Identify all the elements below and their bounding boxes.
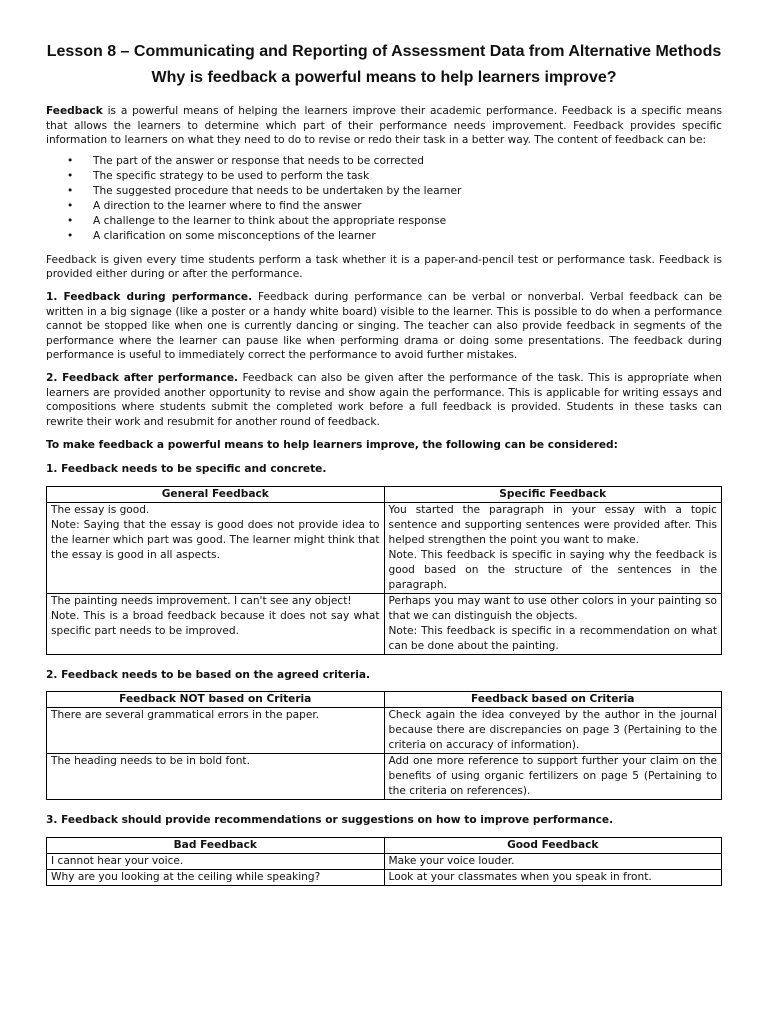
after-lead: 2. Feedback after performance.: [46, 371, 239, 384]
section1-heading: 1. Feedback needs to be specific and concrete.: [46, 462, 327, 475]
feedback-content-list: [46, 154, 722, 244]
table-cell: The heading needs to be in bold font.: [47, 754, 385, 800]
list-item: • A direction to the learner where to find the answer: [46, 199, 722, 214]
list-item: • The specific strategy to be used to perform the task: [46, 169, 722, 184]
after-performance-paragraph: [46, 371, 722, 429]
feedback-given-paragraph: Feedback is given every time students perform a task whether it is a paper-and-pencil test or performance task. Feedback is provided either during or after the performance.: [46, 253, 722, 281]
during-text: Feedback during performance can be verbal or nonverbal. Verbal feedback can be written in a big signage (like a poster or a handy white board) visible to the learner. This is possible to do when a performance cannot be stopped like when one is currently dancing or singing. The teacher can also provide feedback in segments of the performance where the learner can pause like when performing drama or doing some presentations. The feedback during performance is useful to immediately correct the performance to avoid further mistakes.: [46, 290, 722, 362]
cell-note: Note: Saying that the essay is good does not provide idea to the learner which part was good. The learner might think that the essay is good in all aspects.: [51, 518, 380, 561]
table-cell: [384, 593, 722, 654]
table-header: Bad Feedback: [47, 837, 385, 853]
table-header-row: [47, 837, 722, 853]
table-cell: [384, 502, 722, 593]
specific-feedback-table: [46, 486, 722, 655]
table-cell: Make your voice louder.: [384, 853, 722, 869]
list-item: • A clarification on some misconceptions of the learner: [46, 229, 722, 244]
list-item: • A challenge to the learner to think about the appropriate response: [46, 214, 722, 229]
table-cell: [47, 502, 385, 593]
table-cell: Look at your classmates when you speak in front.: [384, 869, 722, 885]
cell-line: You started the paragraph in your essay with a topic sentence and supporting sentences were provided after. This helped strengthen the point you want to make.: [388, 503, 717, 546]
cell-note: Note: This feedback is specific in a recommendation on what can be done about the painting.: [388, 624, 717, 652]
table-cell: [47, 593, 385, 654]
table-row: [47, 502, 722, 593]
cell-note: Note. This feedback is specific in saying why the feedback is good based on the structure of the sentences in the paragraph.: [388, 548, 717, 591]
list-item: • The suggested procedure that needs to be undertaken by the learner: [46, 184, 722, 199]
table-cell: Check again the idea conveyed by the author in the journal because there are discrepancies on page 3 (Pertaining to the criteria on accuracy of information).: [384, 708, 722, 754]
section3-heading: 3. Feedback should provide recommendations or suggestions on how to improve performance.: [46, 814, 614, 827]
section2-heading: 2. Feedback needs to be based on the agreed criteria.: [46, 668, 371, 681]
lesson-title: Lesson 8 – Communicating and Reporting of Assessment Data from Alternative Methods: [46, 43, 722, 60]
page-subtitle: Why is feedback a powerful means to help learners improve?: [151, 69, 617, 86]
table-row: [47, 869, 722, 885]
table-header: Feedback NOT based on Criteria: [47, 692, 385, 708]
table-header-row: [47, 486, 722, 502]
during-lead: 1. Feedback during performance.: [46, 290, 253, 303]
intro-text: is a powerful means of helping the learners improve their academic performance. Feedback is a specific means that allows the learners to determine which part of their performance needs improvement. Feedback provides specific information to learners on what they need to do to revise or redo their task in a better way. The content of feedback can be:: [46, 105, 722, 147]
consider-heading: To make feedback a powerful means to help learners improve, the following can be considered:: [46, 439, 618, 452]
cell-line: Perhaps you may want to use other colors in your painting so that we can distinguish the objects.: [388, 594, 717, 622]
table-header: General Feedback: [47, 486, 385, 502]
document-page: [46, 42, 722, 899]
table-cell: Add one more reference to support further your claim on the benefits of using organic fertilizers on page 5 (Pertaining to the criteria on references).: [384, 754, 722, 800]
table-cell: I cannot hear your voice.: [47, 853, 385, 869]
table-cell: There are several grammatical errors in the paper.: [47, 708, 385, 754]
table-row: [47, 593, 722, 654]
table-header: Feedback based on Criteria: [384, 692, 722, 708]
table-row: [47, 708, 722, 754]
list-item: • The part of the answer or response that needs to be corrected: [46, 154, 722, 169]
cell-line: The painting needs improvement. I can't see any object!: [51, 594, 352, 607]
intro-paragraph: [46, 104, 722, 148]
table-cell: Why are you looking at the ceiling while speaking?: [47, 869, 385, 885]
recommendation-feedback-table: [46, 837, 722, 886]
table-header-row: [47, 692, 722, 708]
intro-lead: Feedback: [46, 105, 103, 117]
after-text: Feedback can also be given after the performance of the task. This is appropriate when learners are provided another opportunity to revise and show again the performance. This is applicable for writing essays and compositions where students submit the completed work before a full feedback is provided. Students in these tasks can rewrite their work and resubmit for another round of feedback.: [46, 371, 722, 428]
table-header: Good Feedback: [384, 837, 722, 853]
table-header: Specific Feedback: [384, 486, 722, 502]
criteria-feedback-table: [46, 691, 722, 800]
table-row: [47, 853, 722, 869]
table-row: [47, 754, 722, 800]
cell-line: The essay is good.: [51, 503, 150, 516]
during-performance-paragraph: [46, 290, 722, 363]
cell-note: Note. This is a broad feedback because it does not say what specific part needs to be improved.: [51, 609, 380, 637]
